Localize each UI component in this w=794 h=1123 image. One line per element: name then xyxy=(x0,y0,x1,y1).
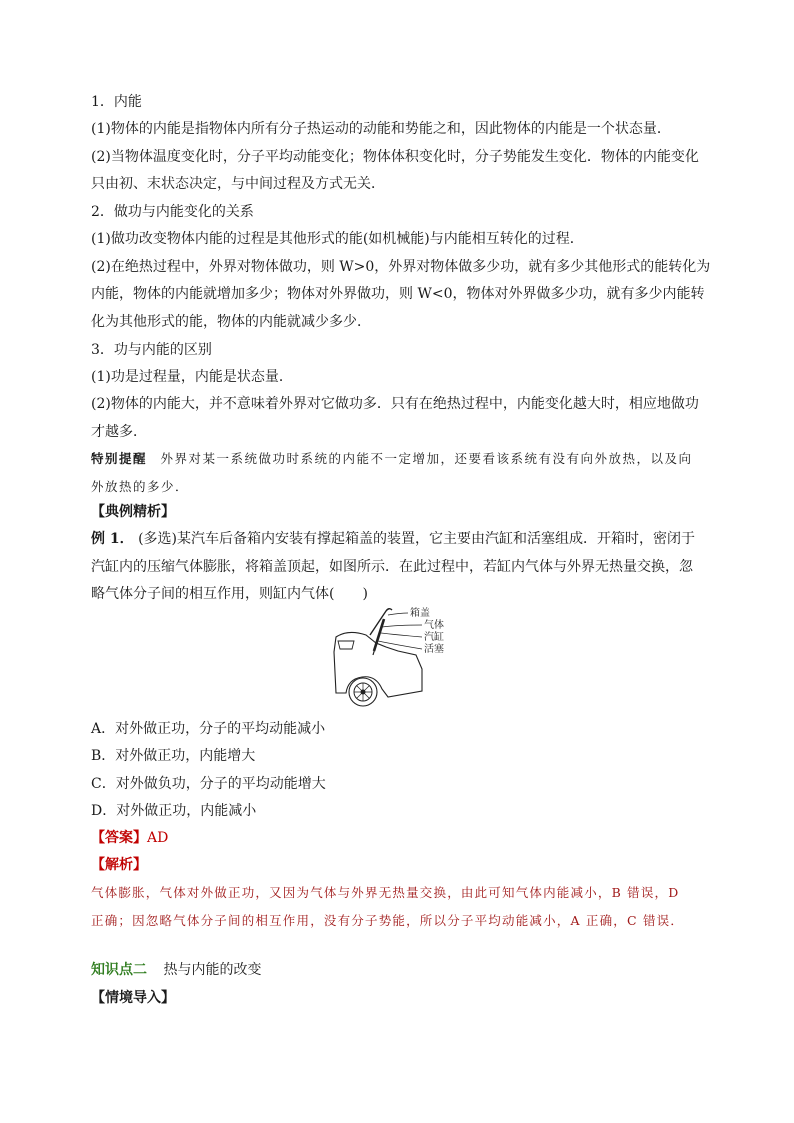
option-b: B．对外做正功，内能增大 xyxy=(91,748,256,764)
tip-line1 xyxy=(91,449,693,469)
figure-label-gas: 气体 xyxy=(424,620,444,631)
tip-label: 特别提醒 xyxy=(91,451,148,466)
section3-p2a: (2)物体的内能大，并不意味着外界对它做功多．只有在绝热过程中，内能变化越大时，相应地做功 xyxy=(91,396,699,412)
section2-p1: (1)做功改变物体内能的过程是其他形式的能(如机械能)与内能相互转化的过程． xyxy=(91,231,584,247)
car-trunk-figure xyxy=(326,607,486,707)
analysis-line2: 正确；因忽略气体分子间的相互作用，没有分子势能，所以分子平均动能减小，A 正确，C 错误． xyxy=(91,913,685,928)
example-question-line1 xyxy=(91,529,695,549)
option-a: A．对外做正功，分子的平均动能减小 xyxy=(91,721,326,737)
section2-p2c: 化为其他形式的能，物体的内能就减少多少． xyxy=(91,314,371,330)
section3-heading: 3．功与内能的区别 xyxy=(91,342,212,358)
answer-line xyxy=(91,828,168,848)
option-c: C．对外做负功，分子的平均动能增大 xyxy=(91,776,326,792)
example-section-label: 【典例精析】 xyxy=(91,504,175,520)
example-q3: 略气体分子间的相互作用，则缸内气体( ) xyxy=(91,586,368,602)
tip-line2: 外放热的多少． xyxy=(91,479,190,494)
section1-p2a: (2)当物体温度变化时，分子平均动能变化；物体体积变化时，分子势能发生变化．物体的内能变化 xyxy=(91,149,699,165)
next-section-title xyxy=(91,960,261,980)
analysis-line1: 气体膨胀，气体对外做正功，又因为气体与外界无热量交换，由此可知气体内能减小，B 错误，D xyxy=(91,885,680,900)
analysis-label: 【解析】 xyxy=(91,857,147,873)
section2-p2b: 内能，物体的内能就增加多少；物体对外界做功，则 W<0，物体对外界做多少功，就有多少内能转 xyxy=(91,286,705,302)
figure-label-lid: 箱盖 xyxy=(410,608,430,619)
answer-label: 【答案】 xyxy=(91,830,147,846)
next-section-text: 热与内能的改变 xyxy=(163,962,262,978)
section1-p1: (1)物体的内能是指物体内所有分子热运动的动能和势能之和，因此物体的内能是一个状态量． xyxy=(91,121,671,137)
section2-p2a: (2)在绝热过程中，外界对物体做功，则 W>0，外界对物体做多少功，就有多少其他形式的能转化为 xyxy=(91,259,711,275)
example-number: 例 1． xyxy=(91,531,134,547)
section3-p1: (1)功是过程量，内能是状态量． xyxy=(91,369,293,385)
section2-heading: 2．做功与内能变化的关系 xyxy=(91,204,254,220)
example-q1: (多选)某汽车后备箱内安装有撑起箱盖的装置，它主要由汽缸和活塞组成．开箱时，密闭于 xyxy=(138,531,695,547)
section1-heading: 1．内能 xyxy=(91,94,142,110)
section1-p2b: 只由初、末状态决定，与中间过程及方式无关． xyxy=(91,176,385,192)
intro-label: 【情境导入】 xyxy=(91,990,175,1006)
section3-p2b: 才越多． xyxy=(91,424,147,440)
next-section-label: 知识点二 xyxy=(91,962,147,978)
option-d: D．对外做正功，内能减小 xyxy=(91,803,257,819)
tip-text1: 外界对某一系统做功时系统的内能不一定增加，还要看该系统有没有向外放热，以及向 xyxy=(160,451,693,466)
example-q2: 汽缸内的压缩气体膨胀，将箱盖顶起，如图所示．在此过程中，若缸内气体与外界无热量交换，忽 xyxy=(91,559,693,575)
figure-label-cylinder: 汽缸 xyxy=(424,632,444,643)
answer-value: AD xyxy=(147,830,169,846)
figure-label-piston: 活塞 xyxy=(424,644,444,655)
